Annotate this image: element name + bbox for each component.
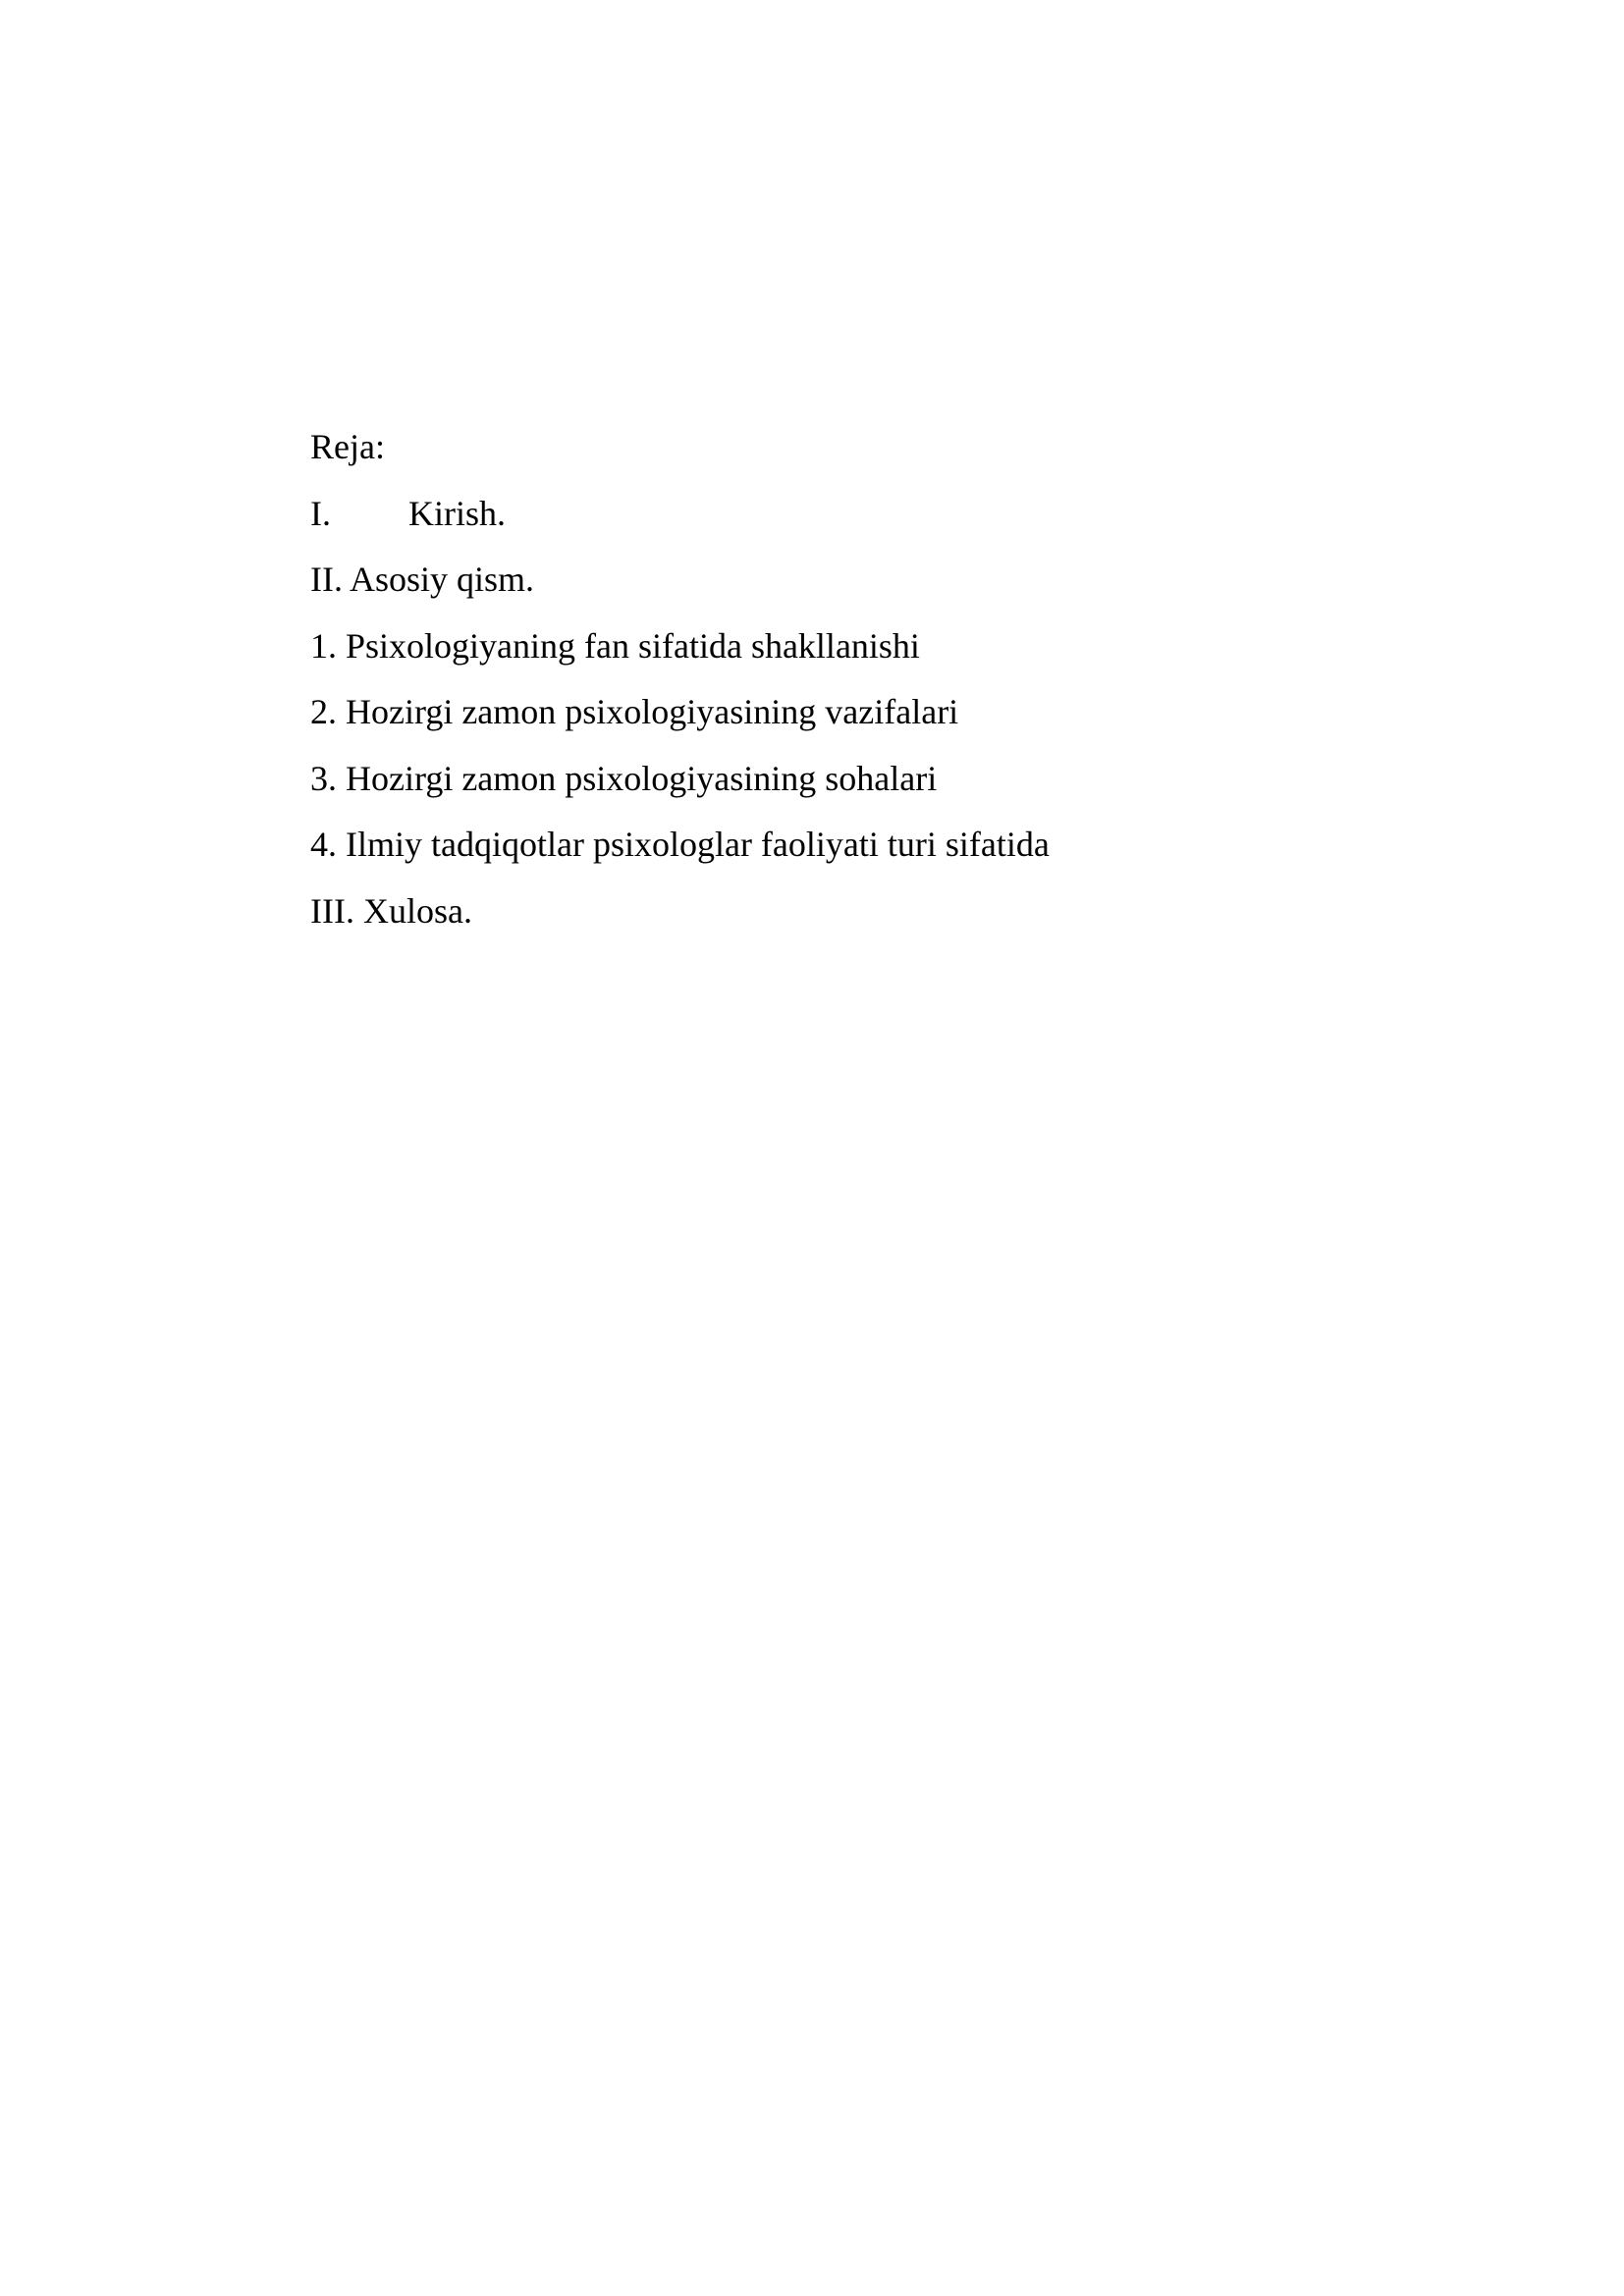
- plan-item-main-part: [310, 547, 1390, 614]
- item-marker: 2.: [310, 692, 337, 731]
- plan-item-3: [310, 746, 1390, 813]
- item-text: Hozirgi zamon psixologiyasining vazifalari: [346, 692, 959, 731]
- plan-item-conclusion: [310, 879, 1390, 945]
- plan-item-1: [310, 614, 1390, 680]
- plan-heading: Reja:: [310, 427, 385, 466]
- plan-item-introduction: [310, 481, 1390, 548]
- item-marker: 3.: [310, 758, 337, 798]
- item-text: Xulosa.: [362, 890, 472, 931]
- item-marker: I.: [310, 493, 331, 533]
- item-text: Ilmiy tadqiqotlar psixologlar faoliyati turi sifatida: [346, 825, 1050, 864]
- item-marker: II.: [310, 560, 343, 599]
- item-text: Hozirgi zamon psixologiyasining sohalari: [346, 758, 938, 798]
- plan-item-2: [310, 679, 1390, 746]
- item-marker: III.: [310, 890, 354, 931]
- item-text: Psixologiyaning fan sifatida shakllanishi: [346, 625, 920, 666]
- item-text: Kirish.: [408, 493, 506, 533]
- plan-item-4: [310, 812, 1390, 879]
- item-marker: 1.: [310, 625, 337, 666]
- item-marker: 4.: [310, 825, 337, 864]
- item-text: Asosiy qism.: [350, 560, 535, 599]
- plan-section: [310, 414, 1390, 944]
